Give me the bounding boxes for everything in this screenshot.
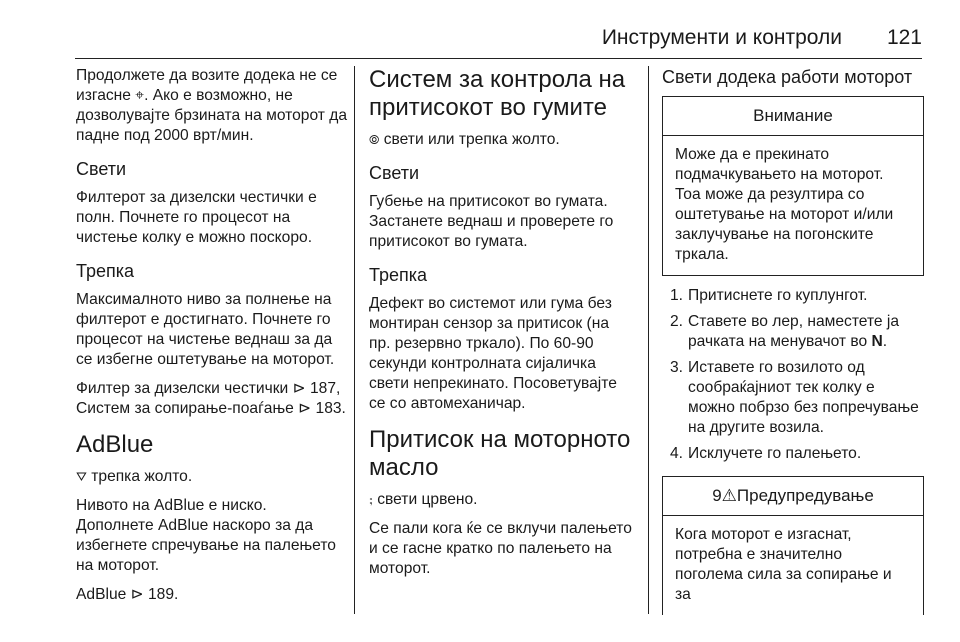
tyre-flash-heading: Трепка — [369, 265, 428, 285]
step-number: 1. — [670, 287, 684, 304]
page-header — [0, 0, 960, 58]
tyre-pressure-icon: ⦾ — [369, 132, 380, 147]
oil-status-line — [369, 490, 633, 510]
step-number: 3. — [670, 359, 684, 376]
tyre-pressure-heading: Систем за контрола на притисокот во гумите — [369, 66, 626, 121]
engine-running-heading: Свети додека работи моторот — [662, 67, 913, 87]
gear-neutral-label: N — [871, 333, 883, 350]
dpf-lit-text: Филтерот за дизелски честички е полн. Почнете го процесот на чистење колку е можно поскоро. — [76, 189, 317, 246]
notice-title: Внимание — [663, 97, 923, 136]
column-1 — [76, 66, 348, 614]
step-number: 4. — [670, 445, 684, 462]
adblue-status-line — [76, 467, 348, 487]
list-item — [662, 358, 924, 438]
column-divider-2 — [648, 66, 649, 614]
dpf-lit-heading: Свети — [76, 159, 127, 179]
tyre-flash-text: Дефект во системот или гума без монтиран сензор за притисок (на пр. резервно тркало). По 60-90 секунди контролната сијаличка свети непрекинато. Посоветувајте се со автомеханичар. — [369, 295, 617, 412]
warning-triangle-icon: 9 — [712, 486, 722, 505]
warning-text: Кога моторот е изгаснат, потребна е значително поголема сила за сопирање и за — [675, 526, 892, 603]
warning-title: Предупредување — [736, 486, 874, 505]
dpf-cross-reference: Филтер за дизелски честички ⊳ 187, Систем за сопирање-поаѓање ⊳ 183. — [76, 380, 346, 417]
notice-text: Може да е прекинато подмачкувањето на моторот. Тоа може да резултира со оштетување на моторот и/или заклучување на погонските тркала. — [675, 146, 894, 263]
list-item — [662, 286, 924, 306]
oil-text: Се пали кога ќе се вклучи палењето и се гасне кратко по палењето на моторот. — [369, 520, 632, 577]
step-text: Притиснете го куплунгот. — [688, 287, 868, 304]
warning-title-bar: 9⚠Предупредување — [663, 477, 923, 516]
step-text: Ставете во лер, наместете ја рачката на менувачот во — [688, 313, 900, 350]
dpf-flash-text: Максималното ниво за полнење на филтерот е достигнато. Почнете го процесот на чистење веднаш за да се избегне оштетување на моторот. — [76, 291, 335, 368]
dpf-flash-heading: Трепка — [76, 261, 135, 281]
dpf-intro-text: Продолжете да возите додека не се изгасне ⌖. Ако е возможно, не дозволувајте брзината на моторот да падне под 2000 врт/мин. — [76, 67, 348, 144]
oil-status-text: свети црвено. — [372, 491, 478, 508]
step-text: Иставете го возилото од сообраќајниот тек колку е можно побрзо без попречување на другите возила. — [688, 359, 919, 436]
column-divider-1 — [354, 66, 355, 614]
step-text-end: . — [882, 333, 888, 350]
tyre-lit-heading: Свети — [369, 163, 420, 183]
step-text: Исклучете го палењето. — [688, 445, 862, 462]
adblue-warning-icon: ⛛ — [76, 469, 87, 484]
tyre-status-line — [369, 130, 633, 150]
page-section-title: Инструменти и контроли — [601, 26, 842, 49]
tyre-status-text: свети или трепка жолто. — [379, 131, 560, 148]
steps-list — [662, 286, 924, 464]
header-divider — [75, 58, 922, 59]
adblue-cross-reference: AdBlue ⊳ 189. — [76, 586, 179, 603]
oil-pressure-heading: Притисок на моторното масло — [369, 426, 631, 481]
adblue-text: Нивото на AdBlue е ниско. Дополнете AdBlue наскоро за да избегнете спречување на палењето на моторот. — [76, 497, 336, 574]
adblue-status-text: трепка жолто. — [86, 468, 193, 485]
oil-can-icon: ⨟ — [369, 492, 373, 507]
list-item — [662, 444, 924, 464]
tyre-lit-text: Губење на притисокот во гумата. Застанете веднаш и проверете го притисокот во гумата. — [369, 193, 614, 250]
column-3 — [662, 66, 924, 615]
notice-box — [662, 96, 924, 276]
adblue-heading: AdBlue — [76, 431, 154, 458]
page-number: 121 — [886, 26, 922, 49]
step-number: 2. — [670, 313, 684, 330]
warning-box — [662, 476, 924, 615]
list-item — [662, 312, 924, 352]
column-2 — [369, 66, 633, 588]
